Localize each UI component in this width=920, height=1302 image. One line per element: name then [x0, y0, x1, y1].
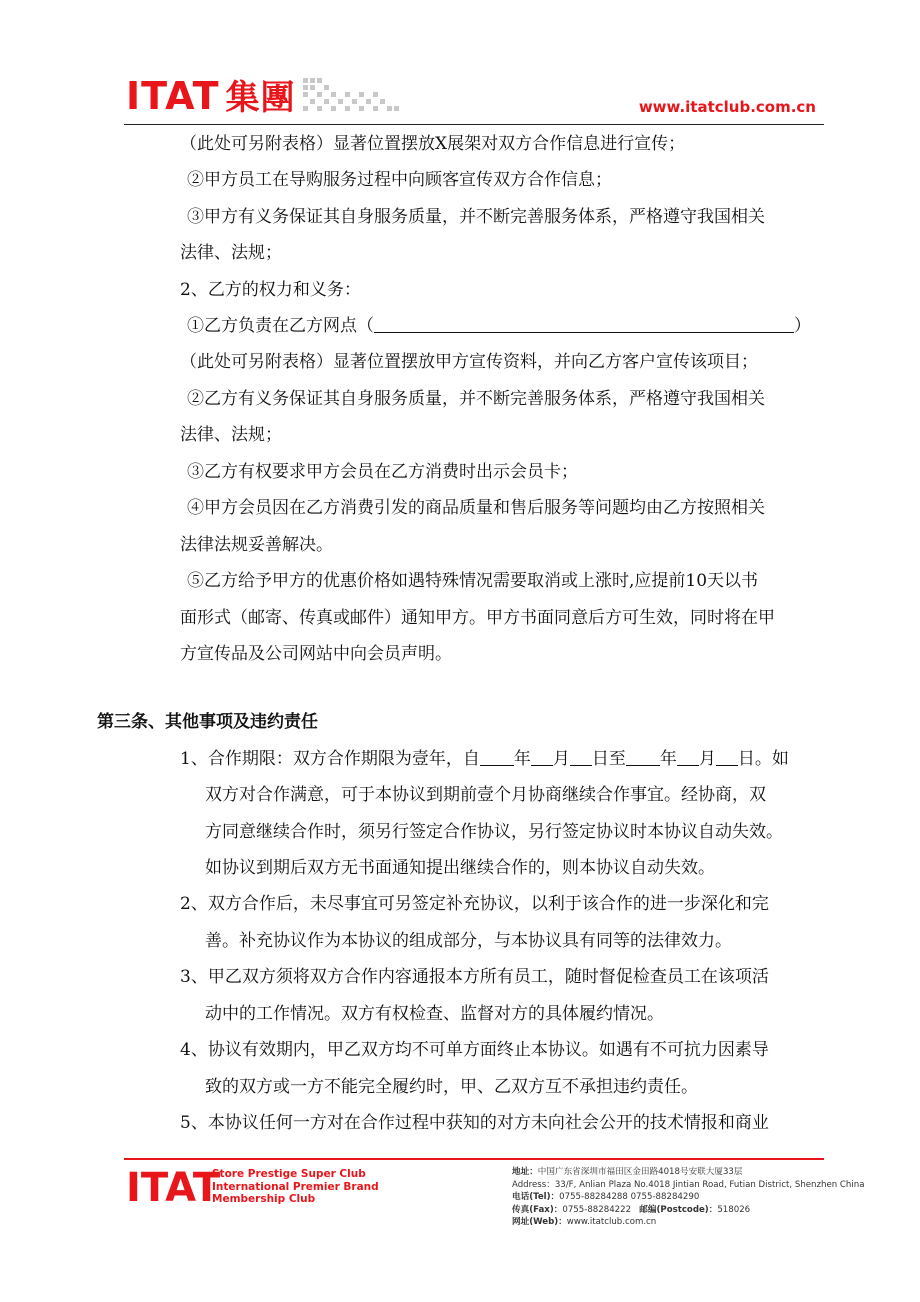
article-line: 5、本协议任何一方对在合作过程中获知的对方未向社会公开的技术情报和商业: [180, 1113, 769, 1133]
start-month-blank[interactable]: [531, 747, 553, 766]
tagline-line: International Premier Brand: [212, 1180, 379, 1193]
address-cn: 地址：中国广东省深圳市福田区金田路4018号安联大厦33层: [512, 1167, 743, 1177]
body-line: 方宣传品及公司网站中向会员声明。: [180, 644, 452, 664]
day-to-label: 日至: [591, 749, 626, 769]
footer-logo: ITAT: [126, 1165, 221, 1211]
body-line: 法律法规妥善解决。: [180, 535, 333, 555]
body-line: ③乙方有权要求甲方会员在乙方消费时出示会员卡；: [187, 462, 578, 482]
body-line: ③甲方有义务保证其自身服务质量，并不断完善服务体系，严格遵守我国相关: [187, 207, 765, 227]
footer-tagline: [212, 1168, 379, 1206]
body-line: （此处可另附表格）显著位置摆放X展架对双方合作信息进行宣传；: [180, 134, 686, 154]
tagline-line: Store Prestige Super Club: [212, 1168, 366, 1180]
term-line: [180, 747, 789, 771]
start-year-blank[interactable]: [480, 747, 514, 766]
article-line: 双方对合作满意，可于本协议到期前壹个月协商继续合作事宜。经协商，双: [205, 785, 766, 805]
year-label: 年: [513, 749, 531, 769]
body-line: （此处可另附表格）显著位置摆放甲方宣传资料，并向乙方客户宣传该项目；: [180, 352, 758, 372]
body-line: 2、乙方的权力和义务：: [180, 280, 361, 300]
tagline-line: Membership Club: [212, 1193, 316, 1205]
article-line: 动中的工作情况。双方有权检查、监督对方的具体履约情况。: [205, 1004, 664, 1024]
start-day-blank[interactable]: [570, 747, 592, 766]
page-header: [0, 0, 920, 130]
body-line: 法律、法规；: [180, 243, 282, 263]
body-line: ②乙方有义务保证其自身服务质量，并不断完善服务体系，严格遵守我国相关: [187, 389, 765, 409]
article-line: 如协议到期后双方无书面通知提出继续合作的，则本协议自动失效。: [205, 858, 715, 878]
end-year-blank[interactable]: [626, 747, 660, 766]
month-label-2: 月: [698, 749, 716, 769]
website-url: www.itatclub.com.cn: [638, 98, 816, 116]
year-label-2: 年: [659, 749, 677, 769]
body-line: ⑤乙方给予甲方的优惠价格如遇特殊情况需要取消或上涨时,应提前10天以书: [187, 571, 759, 591]
article-line: 2、双方合作后，未尽事宜可另签定补充协议，以利于该合作的进一步深化和完: [180, 894, 769, 914]
telephone: 电话(Tel)：0755-88284288 0755-88284290: [512, 1192, 700, 1203]
article-line: 方同意继续合作时，须另行签定合作协议，另行签定协议时本协议自动失效。: [205, 822, 783, 842]
outlet-line: [187, 314, 811, 338]
footer-web: 网址(Web)：www.itatclub.com.cn: [512, 1217, 657, 1228]
article-line: 4、协议有效期内，甲乙双方均不可单方面终止本协议。如遇有不可抗力因素导: [180, 1040, 769, 1060]
day-label-2: 日。如: [737, 749, 789, 769]
term-prefix: 1、合作期限：双方合作期限为壹年，自: [180, 749, 480, 769]
pixel-decoration-icon: [303, 76, 403, 112]
footer-divider: [124, 1158, 824, 1160]
article-line: 致的双方或一方不能完全履约时，甲、乙双方互不承担违约责任。: [205, 1077, 698, 1097]
outlet-prefix: ①乙方负责在乙方网点（: [187, 316, 374, 336]
logo-latin: ITAT: [126, 74, 220, 118]
end-month-blank[interactable]: [677, 747, 699, 766]
itat-logo: [126, 74, 296, 120]
body-line: 面形式（邮寄、传真或邮件）通知甲方。甲方书面同意后方可生效，同时将在甲: [180, 608, 775, 628]
address-en: Address：33/F, Anlian Plaza No.4018 Jintian Road, Futian District, Shenzhen China: [512, 1179, 865, 1190]
month-label: 月: [552, 749, 570, 769]
fax-postcode: 传真(Fax)：0755-88284222 邮编(Postcode)：518026: [512, 1204, 751, 1215]
outlet-blank[interactable]: [374, 314, 794, 333]
outlet-suffix: ）: [794, 316, 811, 336]
body-line: ④甲方会员因在乙方消费引发的商品质量和售后服务等问题均由乙方按照相关: [187, 498, 765, 518]
header-divider: [124, 124, 824, 125]
end-day-blank[interactable]: [716, 747, 738, 766]
article-line: 善。补充协议作为本协议的组成部分，与本协议具有同等的法律效力。: [205, 931, 732, 951]
article-line: 3、甲乙双方须将双方合作内容通报本方所有员工，随时督促检查员工在该项活: [180, 967, 769, 987]
footer-contact: [512, 1166, 864, 1229]
article-heading: 第三条、其他事项及违约责任: [97, 712, 318, 732]
body-line: ②甲方员工在导购服务过程中向顾客宣传双方合作信息；: [187, 170, 612, 190]
logo-chinese: 集團: [225, 78, 296, 118]
body-line: 法律、法规；: [180, 425, 282, 445]
page-footer: [0, 1158, 920, 1258]
